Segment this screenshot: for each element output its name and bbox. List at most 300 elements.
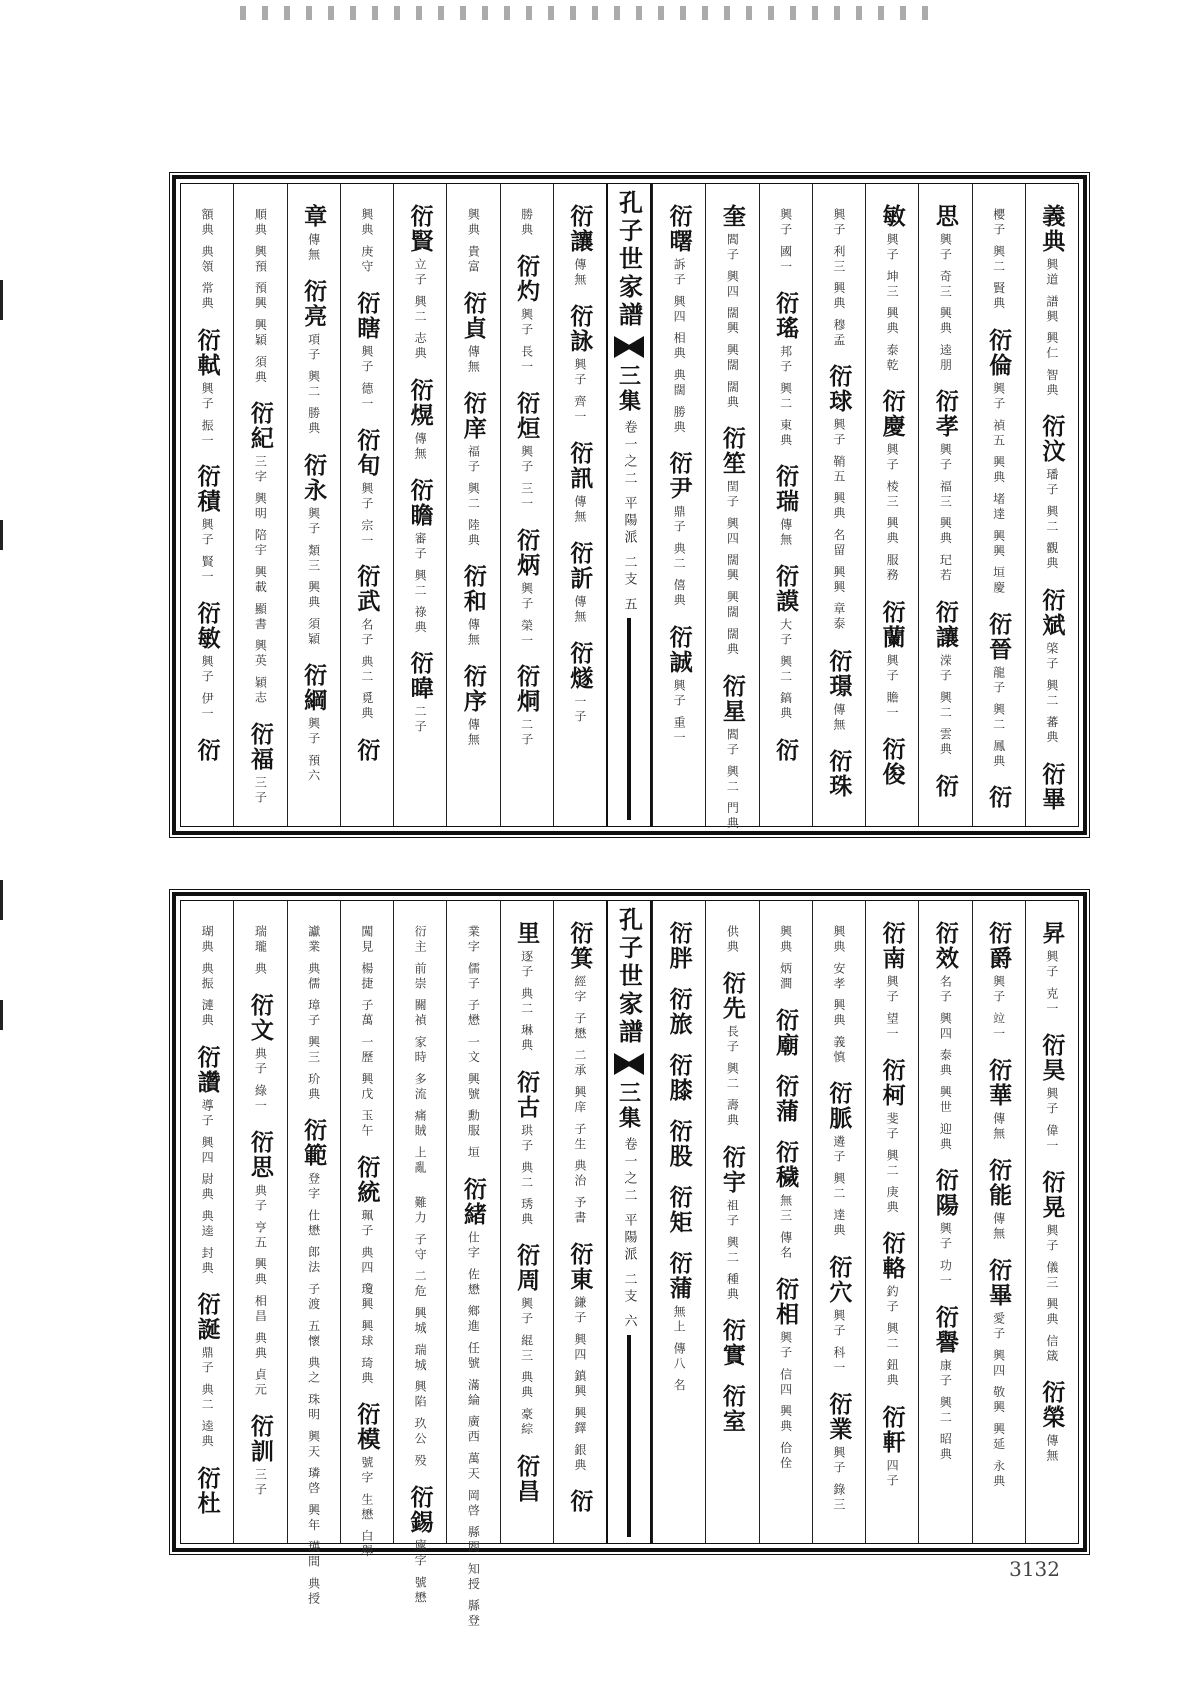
column-entries <box>1038 204 1066 812</box>
person-name: 衍誕 <box>193 1291 221 1342</box>
genealogy-entry <box>1038 204 1066 399</box>
genealogy-entry <box>878 1405 906 1490</box>
genealogy-entry <box>300 204 328 263</box>
genealogy-entry <box>246 1413 274 1498</box>
lineage-note: 一子 <box>572 694 587 725</box>
lineage-note: 大子 興二 鎬典 <box>778 618 793 723</box>
column-entries <box>353 921 381 1560</box>
genealogy-column <box>287 184 340 826</box>
lineage-note: 興典 炳澗 <box>778 925 793 992</box>
lineage-note: 興子 贍一 <box>885 653 900 721</box>
lineage-note: 興子 振一 <box>200 381 215 449</box>
lineage-note: 興子 榮一 <box>519 581 534 649</box>
genealogy-column <box>500 184 553 826</box>
lineage-note: 興子 錄三 <box>831 1445 846 1513</box>
genealogy-entry <box>308 921 320 1102</box>
genealogy-entry <box>467 921 479 1161</box>
collection-label: 三集 <box>615 1081 642 1131</box>
genealogy-column <box>446 184 499 826</box>
lineage-note: 四子 <box>885 1459 900 1490</box>
lineage-note: 傳無 <box>991 1111 1006 1142</box>
genealogy-entry <box>193 464 221 586</box>
genealogy-entry <box>246 992 274 1114</box>
genealogy-entry <box>931 773 959 799</box>
genealogy-column <box>705 184 758 832</box>
person-name: 衍 <box>772 738 800 764</box>
lineage-note: 興子 緄三 典典 豪綜 <box>519 1297 534 1438</box>
person-name: 衍汶 <box>1038 414 1066 465</box>
person-name: 章 <box>300 204 328 229</box>
lineage-note: 遴子 興二 達典 <box>831 1135 846 1240</box>
genealogy-entry <box>878 736 906 787</box>
genealogy-column <box>287 901 340 1608</box>
person-name: 衍序 <box>459 664 487 715</box>
genealogy-entry <box>414 1192 426 1469</box>
lineage-note: 龍子 興二 鳳典 <box>991 665 1006 770</box>
folio-number: 五 <box>621 597 637 611</box>
genealogy-entry <box>878 204 906 374</box>
lineage-note: 項子 興二 勝典 <box>306 333 321 437</box>
genealogy-column <box>181 901 233 1543</box>
column-entries <box>566 921 594 1515</box>
person-name: 衍讓 <box>566 204 594 254</box>
genealogy-entry <box>931 204 959 374</box>
person-name: 衍烔 <box>513 664 541 715</box>
genealogy-entry <box>665 1185 693 1235</box>
genealogy-entry <box>772 1276 800 1472</box>
person-name: 衍慶 <box>878 389 906 440</box>
person-name: 衍榮 <box>1038 1380 1066 1431</box>
lineage-note: 二子 <box>519 718 534 749</box>
lineage-note: 長子 興二 壽典 <box>725 1025 740 1129</box>
person-name: 衍 <box>985 785 1013 811</box>
lineage-note: 登字 仕懋 郎法 子渡 五懷 典之 珠明 興天 璘啓 興年 瑛間 典授 <box>306 1172 321 1608</box>
genealogy-entry <box>772 464 800 549</box>
genealogy-entry <box>985 611 1013 770</box>
book-title: 孔子世家譜 <box>614 190 644 330</box>
genealogy-entry <box>931 389 959 584</box>
genealogy-entry <box>513 1453 541 1504</box>
genealogy-column <box>759 184 812 826</box>
genealogy-column <box>812 184 865 826</box>
page-number: 3132 <box>1009 1557 1060 1581</box>
person-name: 衍室 <box>718 1384 746 1435</box>
lineage-note: 難力 子守 二危 興城 瑞城 興陷 玖公 殁 <box>413 1195 428 1469</box>
column-entries <box>459 921 487 1630</box>
lineage-note: 興子 德一 <box>359 344 374 412</box>
person-name: 衍周 <box>513 1243 541 1294</box>
genealogy-entry <box>985 785 1013 811</box>
lineage-note: 興子 望一 <box>885 975 900 1042</box>
genealogy-entry <box>772 1139 800 1261</box>
lineage-note: 勝典 <box>519 208 534 238</box>
lineage-note: 興子 福三 興典 玘若 <box>938 443 953 584</box>
person-name: 衍訓 <box>246 1413 274 1464</box>
genealogy-entry <box>513 390 541 512</box>
lineage-note: 興子 棱三 興典 服務 <box>885 443 900 584</box>
person-name: 衍笙 <box>718 426 746 477</box>
genealogy-entry <box>193 1465 221 1516</box>
person-name: 衍胖 <box>665 921 693 971</box>
genealogy-entry <box>193 1291 221 1450</box>
genealogy-entry <box>985 1057 1013 1142</box>
person-name: 衍瑤 <box>772 290 800 341</box>
person-name: 衍讚 <box>193 1044 221 1095</box>
lineage-note: 興子 科一 <box>831 1309 846 1376</box>
person-name: 衍能 <box>985 1157 1013 1208</box>
genealogy-entry <box>201 204 213 312</box>
person-name: 衍穢 <box>772 1139 800 1190</box>
genealogy-entry <box>300 663 328 784</box>
column-entries <box>772 921 800 1472</box>
lineage-note: 名子 典二 覓典 <box>359 618 374 723</box>
genealogy-entry <box>931 599 959 758</box>
lineage-note: 興子 坤三 興典 泰乾 <box>885 233 900 374</box>
genealogy-entry <box>566 540 594 625</box>
lineage-note: 衍主 前崇 關禎 家時 多流 痛賊 上亂 <box>413 925 428 1176</box>
column-entries <box>718 921 746 1435</box>
lineage-note: 興子 奇三 興典 逵朋 <box>938 233 953 374</box>
person-name: 衍燧 <box>566 640 594 691</box>
lineage-note: 典子 亨五 興典 相昌 典典 貞元 <box>253 1183 268 1398</box>
genealogy-entry <box>406 377 434 462</box>
person-name: 衍綱 <box>300 663 328 714</box>
person-name: 衍模 <box>353 1402 381 1453</box>
fishtail-mark <box>614 1053 644 1075</box>
genealogy-entry <box>513 1069 541 1228</box>
column-entries <box>246 204 274 807</box>
person-name: 衍敏 <box>193 601 221 652</box>
lineage-note: 導子 興四 尉典 典逵 封典 <box>200 1098 215 1276</box>
person-name: 衍思 <box>246 1129 274 1180</box>
lineage-note: 棨子 興二 蕃典 <box>1044 642 1059 746</box>
genealogy-entry <box>718 1384 746 1435</box>
lineage-note: 三子 <box>253 1467 268 1498</box>
lineage-note: 福子 興二 陸典 <box>466 444 481 549</box>
lineage-note: 興子 克一 <box>1044 950 1059 1017</box>
genealogy-column <box>393 184 446 826</box>
genealogy-entry <box>772 1007 800 1058</box>
section-label: 卷一之二 平陽派 二支 <box>621 420 637 590</box>
genealogy-entry <box>353 427 381 549</box>
person-name: 義典 <box>1038 204 1066 254</box>
person-name: 衍詠 <box>566 304 594 354</box>
genealogy-entry <box>1038 414 1066 573</box>
person-name: 衍瞎 <box>353 290 381 341</box>
lineage-note: 傳無 <box>466 344 481 375</box>
genealogy-column <box>1025 184 1078 826</box>
lineage-note: 傳無 <box>413 431 428 462</box>
genealogy-entry <box>1038 921 1066 1017</box>
genealogy-entry <box>193 327 221 449</box>
fishtail-mark <box>614 336 644 358</box>
column-entries <box>566 204 594 725</box>
genealogy-column <box>553 184 606 826</box>
genealogy-entry <box>513 1243 541 1438</box>
lineage-note: 典子 綠一 <box>253 1046 268 1114</box>
column-entries <box>772 204 800 764</box>
person-name: 衍畢 <box>1038 761 1066 812</box>
collection-label: 三集 <box>615 364 642 414</box>
genealogy-column <box>972 184 1025 826</box>
person-name: 衍曙 <box>665 204 693 254</box>
lineage-note: 讞業 典儒 璋子 興三 玠典 <box>306 925 321 1103</box>
person-name: 衍昊 <box>1038 1032 1066 1083</box>
genealogy-column <box>865 901 918 1543</box>
person-name: 衍孝 <box>931 389 959 440</box>
lineage-note: 供典 <box>725 925 740 955</box>
person-name: 衍謨 <box>772 564 800 615</box>
lineage-note: 祖子 興二 種典 <box>725 1198 740 1303</box>
lineage-note: 鼎子 典二 僖典 <box>672 505 687 609</box>
genealogy-entry <box>566 1241 594 1474</box>
lineage-note: 興子 儀三 興典 信箴 <box>1044 1223 1059 1365</box>
genealogy-entry <box>361 921 373 1139</box>
genealogy-entry <box>459 390 487 549</box>
lineage-note: 無三 傳名 <box>778 1193 793 1261</box>
genealogy-entry <box>193 601 221 723</box>
genealogy-entry <box>353 290 381 412</box>
genealogy-column <box>652 184 705 826</box>
genealogy-entry <box>931 1305 959 1463</box>
genealogy-entry <box>772 1073 800 1124</box>
lineage-note: 興典 安孝 興典 義慎 <box>831 925 846 1066</box>
genealogy-column <box>553 901 606 1543</box>
person-name: 衍柯 <box>878 1057 906 1108</box>
genealogy-entry <box>665 1119 693 1169</box>
column-entries <box>513 204 541 749</box>
person-name: 衍烜 <box>513 390 541 441</box>
lineage-note: 經字 子懋 二承 興庠 子生 典治 予書 <box>572 975 587 1226</box>
column-entries <box>825 921 853 1513</box>
lineage-note: 興道 譜興 興仁 智典 <box>1044 258 1059 399</box>
person-name: 衍昌 <box>513 1453 541 1504</box>
genealogy-entry <box>665 1053 693 1103</box>
person-name: 衍永 <box>300 452 328 503</box>
lineage-note: 瑞瓏 典 <box>253 925 268 977</box>
genealogy-column <box>340 901 393 1560</box>
genealogy-entry <box>513 664 541 749</box>
genealogy-entry <box>254 921 266 977</box>
lineage-note: 邦子 興二 東典 <box>778 344 793 449</box>
lineage-note: 璠子 興二 觀典 <box>1044 468 1059 573</box>
person-name: 衍杜 <box>193 1465 221 1516</box>
genealogy-entry <box>726 921 738 955</box>
column-entries <box>246 921 274 1498</box>
person-name: 衍俊 <box>878 736 906 787</box>
person-name: 衍畢 <box>985 1257 1013 1308</box>
column-entries <box>300 204 328 784</box>
column-entries <box>825 204 853 799</box>
lineage-note: 訴子 興四 相典 典闊 勝典 <box>672 258 687 436</box>
genealogy-entry <box>513 921 541 1054</box>
genealogy-entry <box>878 1057 906 1216</box>
person-name: 衍業 <box>825 1391 853 1442</box>
spine-rule <box>627 618 631 820</box>
genealogy-entry <box>718 1144 746 1303</box>
column-entries <box>300 921 328 1608</box>
person-name: 衍晃 <box>1038 1169 1066 1220</box>
person-name: 衍矩 <box>665 1185 693 1235</box>
lineage-note: 閻子 興四 闊興 興闊 闊典 <box>725 233 740 411</box>
spine-rule <box>627 1335 631 1537</box>
person-name: 衍範 <box>300 1118 328 1169</box>
folio-number: 六 <box>621 1314 637 1328</box>
genealogy-entry <box>825 1255 853 1376</box>
lineage-note: 二子 <box>413 705 428 736</box>
column-entries <box>931 921 959 1463</box>
column-entries <box>878 921 906 1490</box>
person-name: 衍相 <box>772 1276 800 1327</box>
person-name: 衍蘭 <box>878 599 906 650</box>
lineage-note: 業字 儒子 子懋 一文 興號 勳服 垣 <box>466 925 481 1161</box>
genealogy-column <box>1025 901 1078 1543</box>
lineage-note: 傳無 <box>572 258 587 288</box>
person-name: 衍實 <box>718 1318 746 1369</box>
genealogy-column <box>705 901 758 1543</box>
person-name: 衍統 <box>353 1155 381 1206</box>
person-name: 衍庠 <box>459 390 487 441</box>
lineage-note: 號字 生懋 白舉 <box>359 1456 374 1560</box>
genealogy-entry <box>193 1044 221 1276</box>
lineage-note: 愛子 興四 敬興 興延 永典 <box>991 1311 1006 1490</box>
lineage-note: 傳無 <box>572 494 587 525</box>
genealogy-entry <box>718 971 746 1129</box>
person-name: 衍福 <box>246 722 274 773</box>
genealogy-entry <box>985 1157 1013 1242</box>
margin-scan-mark <box>0 520 3 550</box>
column-entries <box>985 204 1013 811</box>
column-entries <box>513 921 541 1504</box>
lineage-note: 興子 功一 <box>938 1222 953 1290</box>
person-name: 衍 <box>931 773 959 799</box>
genealogy-entry <box>467 204 479 275</box>
lineage-note: 順典 興預 預興 興穎 須典 <box>253 208 268 386</box>
genealogy-entry <box>246 722 274 807</box>
lineage-note: 逐子 典二 琳典 <box>519 950 534 1054</box>
genealogy-entry <box>780 921 792 992</box>
genealogy-entry <box>246 401 274 707</box>
person-name: 衍蒲 <box>772 1073 800 1124</box>
person-name: 衍譽 <box>931 1305 959 1356</box>
lineage-note: 興子 齊一 <box>572 358 587 425</box>
lineage-note: 名子 興四 泰典 興世 迎典 <box>938 975 953 1153</box>
column-entries <box>665 204 693 746</box>
genealogy-entry <box>780 204 792 275</box>
person-name: 衍球 <box>825 364 853 415</box>
genealogy-entry <box>353 1402 381 1560</box>
book-title: 孔子世家譜 <box>614 907 644 1047</box>
person-name: 衍蒲 <box>665 1251 693 1301</box>
column-entries <box>459 204 487 749</box>
person-name: 衍尹 <box>665 451 693 502</box>
person-name: 衍膝 <box>665 1053 693 1103</box>
column-entries <box>353 204 381 764</box>
genealogy-entry <box>878 389 906 584</box>
genealogy-entry <box>459 1176 487 1630</box>
genealogy-entry <box>353 738 381 764</box>
genealogy-entry <box>772 564 800 723</box>
genealogy-entry <box>566 921 594 1226</box>
person-name: 衍旬 <box>353 427 381 478</box>
genealogy-entry <box>833 921 845 1065</box>
lineage-note: 興子 國一 <box>778 208 793 275</box>
person-name: 衍軾 <box>193 327 221 378</box>
genealogy-column <box>181 184 233 826</box>
lineage-note: 廩字 號懋 <box>413 1538 428 1606</box>
column-entries <box>985 921 1013 1490</box>
person-name: 衍宇 <box>718 1144 746 1195</box>
person-name: 衍暐 <box>406 651 434 702</box>
person-name: 衍瑞 <box>772 464 800 515</box>
person-name: 衍脈 <box>825 1081 853 1132</box>
person-name: 衍亮 <box>300 279 328 329</box>
lineage-note: 傳無 <box>572 594 587 625</box>
genealogy-entry <box>718 673 746 832</box>
genealogy-entry <box>300 1118 328 1608</box>
genealogy-column <box>233 184 286 826</box>
person-name: 衍華 <box>985 1057 1013 1108</box>
genealogy-column <box>918 184 971 826</box>
lineage-note: 興子 預六 <box>306 717 321 784</box>
lineage-note: 興子 鞘五 興典 名留 興興 章泰 <box>831 418 846 633</box>
genealogy-entry <box>566 304 594 425</box>
genealogy-entry <box>825 1391 853 1513</box>
genealogy-entry <box>665 987 693 1037</box>
genealogy-entry <box>833 204 845 348</box>
genealogy-entry <box>1038 1169 1066 1365</box>
column-entries <box>406 921 434 1606</box>
person-name: 敏 <box>878 204 906 229</box>
lineage-note: 康子 興二 昭典 <box>938 1359 953 1463</box>
genealogy-entry <box>1038 761 1066 812</box>
genealogy-column <box>233 901 286 1543</box>
genealogy-entry <box>665 921 693 971</box>
lineage-note: 珮子 典四 瓊興 興球 琦典 <box>359 1209 374 1387</box>
person-name: 奎 <box>718 204 746 229</box>
lineage-note: 興子 長一 <box>519 308 534 375</box>
person-name: 衍璟 <box>825 648 853 699</box>
genealogy-entry <box>878 921 906 1042</box>
genealogy-column <box>918 901 971 1543</box>
person-name: 衍錫 <box>406 1484 434 1535</box>
lineage-note: 興子 禎五 興典 堵達 興興 垣慶 <box>991 381 1006 596</box>
lineage-note: 閏子 興四 闊興 興闊 闊典 <box>725 480 740 658</box>
person-name: 衍旅 <box>665 987 693 1037</box>
person-name: 衍箕 <box>566 921 594 971</box>
genealogy-entry <box>459 290 487 375</box>
lineage-note: 興子 重一 <box>672 678 687 746</box>
person-name: 衍陽 <box>931 1168 959 1219</box>
column-entries <box>1038 921 1066 1465</box>
person-name: 衍 <box>193 738 221 764</box>
genealogy-entry <box>1038 1380 1066 1465</box>
lineage-note: 無上 傳八 名 <box>672 1305 687 1394</box>
lineage-note: 闖見 楊捷 子萬 一歷 興戊 玉午 <box>359 925 374 1140</box>
genealogy-entry <box>353 1155 381 1387</box>
genealogy-column <box>393 901 446 1606</box>
person-name: 衍灼 <box>513 254 541 304</box>
person-name: 衍星 <box>718 673 746 724</box>
lineage-note: 瑚典 典振 漣典 <box>200 925 215 1029</box>
lineage-note: 溁子 興二 雲典 <box>938 653 953 758</box>
lineage-note: 興子 竝一 <box>991 975 1006 1042</box>
lineage-note: 興子 宗一 <box>359 481 374 549</box>
genealogy-entry <box>566 640 594 725</box>
column-entries <box>718 204 746 832</box>
column-entries <box>878 204 906 787</box>
genealogy-entry <box>665 624 693 746</box>
